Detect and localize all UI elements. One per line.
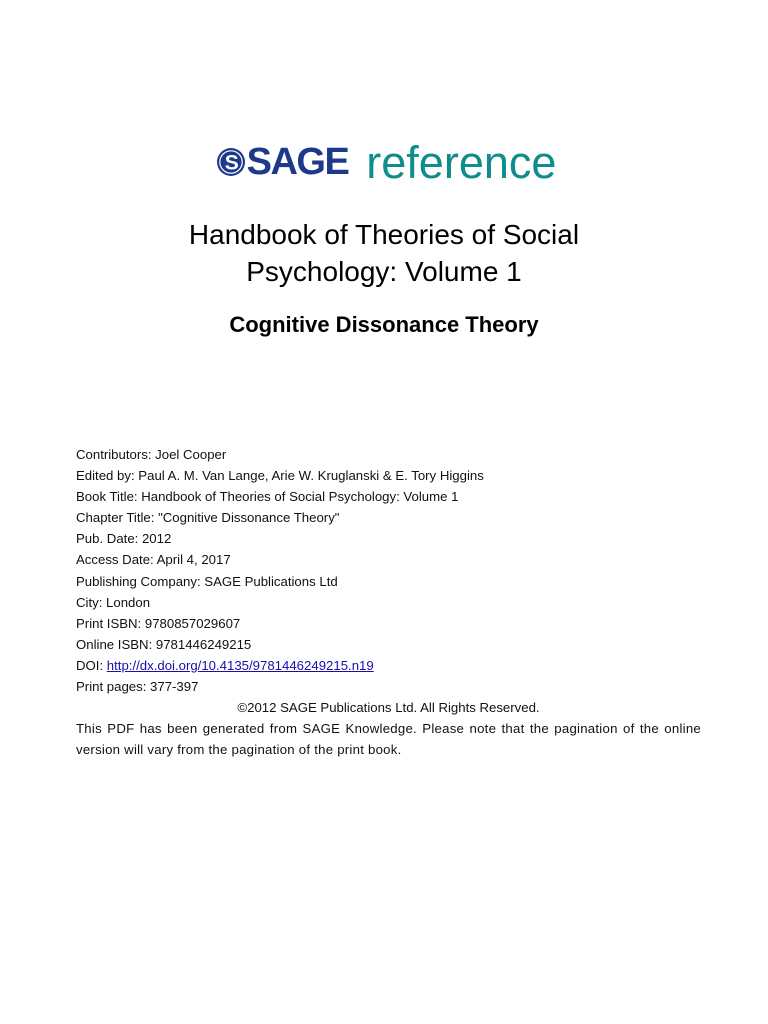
doi-link[interactable]: http://dx.doi.org/10.4135/9781446249215.n19 [106, 657, 374, 673]
svg-text:S: S [224, 151, 237, 175]
sage-reference-logo [0, 137, 768, 188]
book-title [0, 216, 768, 290]
print-isbn-line: Print ISBN: 9780857029607 [76, 615, 241, 631]
book-title-line: Book Title: Handbook of Theories of Social Psychology: Volume 1 [76, 489, 459, 505]
reference-product-text: reference [366, 137, 557, 188]
sage-brand-text: SAGE [246, 141, 349, 183]
print-pages-line: Print pages: 377-397 [76, 679, 199, 695]
citation-metadata [76, 444, 701, 760]
doi-label: DOI: [76, 657, 107, 673]
sage-circle-s-icon [216, 146, 246, 178]
contributors-line: Contributors: Joel Cooper [76, 447, 227, 462]
city-line: City: London [76, 594, 151, 610]
chapter-title-line: Chapter Title: "Cognitive Dissonance Theory" [76, 510, 340, 526]
logo-lockup [216, 137, 557, 188]
chapter-title: Cognitive Dissonance Theory [229, 312, 539, 337]
book-title-line-2: Psychology: Volume 1 [246, 256, 522, 287]
sage-wordmark [216, 143, 349, 185]
pagination-notice: This PDF has been generated from SAGE Knowledge. Please note that the pagination of the online version will vary from the pagination of the print book. [76, 721, 701, 758]
edited-by-line: Edited by: Paul A. M. Van Lange, Arie W. Kruglanski & E. Tory Higgins [76, 468, 484, 484]
access-date-line: Access Date: April 4, 2017 [76, 552, 231, 568]
online-isbn-line: Online ISBN: 9781446249215 [76, 636, 252, 652]
doi-line [76, 655, 701, 676]
pub-date-line: Pub. Date: 2012 [76, 531, 172, 547]
publishing-company-line: Publishing Company: SAGE Publications Ltd [76, 573, 338, 589]
copyright-notice: ©2012 SAGE Publications Ltd. All Rights Reserved. [237, 700, 540, 716]
book-title-line-1: Handbook of Theories of Social [188, 219, 580, 250]
